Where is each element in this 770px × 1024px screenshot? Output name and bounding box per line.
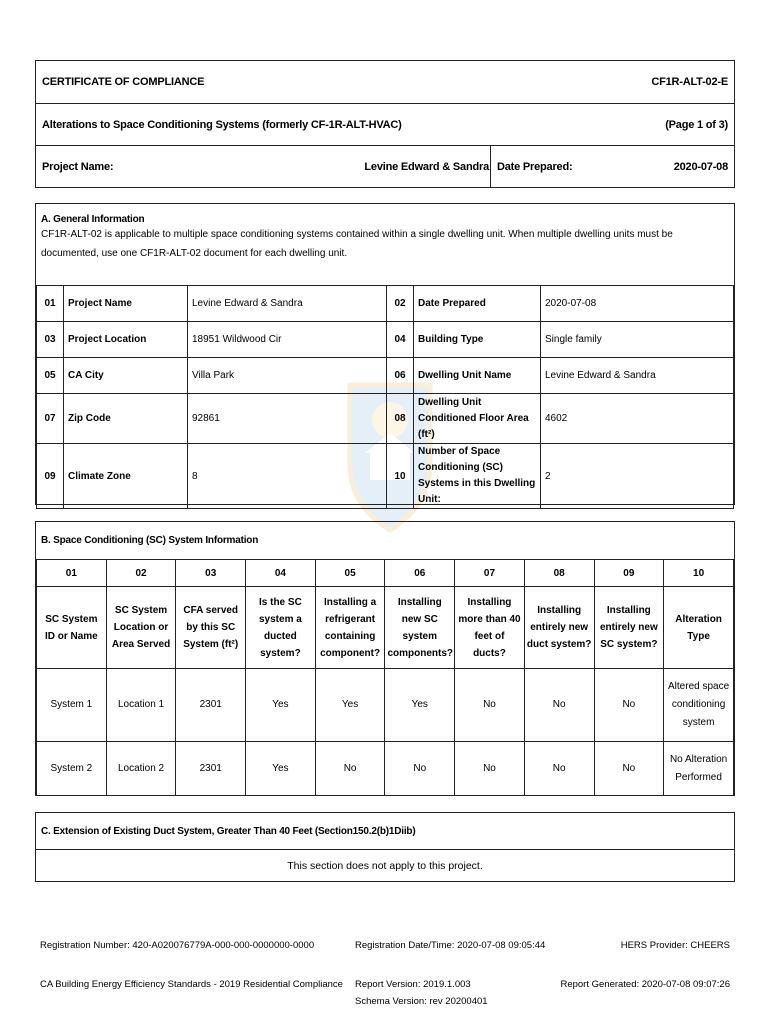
sc-system-cell: No [524, 742, 594, 796]
column-number: 03 [176, 560, 246, 587]
field-label: Dwelling Unit Name [414, 358, 541, 394]
hers-provider: HERS Provider: CHEERS [620, 940, 730, 951]
column-number: 06 [385, 560, 455, 587]
report-version: Report Version: 2019.1.003 [355, 979, 471, 990]
general-info-row [37, 286, 734, 322]
schema-version: Schema Version: rev 20200401 [355, 996, 488, 1007]
section-a-general-information [35, 203, 735, 505]
form-id: CF1R-ALT-02-E [651, 76, 728, 88]
field-value: 2020-07-08 [541, 286, 734, 322]
column-number: 07 [455, 560, 525, 587]
standards-label: CA Building Energy Efficiency Standards - 2019 Residential Compliance [40, 979, 343, 990]
general-info-row [37, 394, 734, 444]
field-value: 2 [541, 444, 734, 509]
sc-system-cell: No [455, 669, 525, 742]
field-number: 06 [387, 358, 414, 394]
field-label: Building Type [414, 322, 541, 358]
column-header: Installing more than 40 feet of ducts? [455, 587, 525, 669]
sc-system-cell: No [315, 742, 385, 796]
section-b-sc-system-information [35, 521, 735, 796]
certificate-title: CERTIFICATE OF COMPLIANCE [42, 76, 205, 88]
sc-system-row [37, 669, 734, 742]
column-number: 05 [315, 560, 385, 587]
sc-system-cell: Yes [385, 669, 455, 742]
field-label: Number of Space Conditioning (SC) Systems in this Dwelling Unit: [414, 444, 541, 509]
column-header: SC System Location or Area Served [106, 587, 176, 669]
column-number: 01 [37, 560, 107, 587]
column-header: SC System ID or Name [37, 587, 107, 669]
sc-system-row [37, 742, 734, 796]
section-c-title: C. Extension of Existing Duct System, Greater Than 40 Feet (Section150.2(b)1Diib) [41, 825, 416, 837]
section-c-note: This section does not apply to this project. [287, 860, 483, 872]
date-prepared-label: Date Prepared: [497, 160, 573, 173]
general-information-table [36, 285, 734, 509]
column-header: Is the SC system a ducted system? [246, 587, 316, 669]
field-label: Date Prepared [414, 286, 541, 322]
sc-system-cell: System 2 [37, 742, 107, 796]
section-b-title: B. Space Conditioning (SC) System Information [41, 535, 259, 546]
project-name-value: Levine Edward & Sandra [364, 160, 489, 173]
sc-system-cell: No [385, 742, 455, 796]
column-header-row [37, 587, 734, 669]
section-c-duct-extension [35, 812, 735, 882]
field-label: Zip Code [64, 394, 188, 444]
sc-system-cell: Yes [246, 669, 316, 742]
field-number: 04 [387, 322, 414, 358]
field-number: 01 [37, 286, 64, 322]
field-label: Project Location [64, 322, 188, 358]
field-number: 07 [37, 394, 64, 444]
section-a-title: A. General Information [41, 214, 145, 225]
sc-system-cell: No [524, 669, 594, 742]
field-number: 02 [387, 286, 414, 322]
registration-number: Registration Number: 420-A020076779A-000-000-0000000-0000 [40, 940, 315, 951]
form-subtitle: Alterations to Space Conditioning Systems (formerly CF-1R-ALT-HVAC) [42, 118, 402, 131]
column-number: 02 [106, 560, 176, 587]
section-a-note: CF1R-ALT-02 is applicable to multiple space conditioning systems contained within a single dwelling unit. When multiple dwelling units must be documented, use one CF1R-ALT-02 document for each dwelling unit. [41, 229, 673, 259]
field-label: Climate Zone [64, 444, 188, 509]
column-header: Installing entirely new duct system? [524, 587, 594, 669]
column-number: 09 [594, 560, 664, 587]
sc-system-cell: No [455, 742, 525, 796]
field-value: Single family [541, 322, 734, 358]
field-label: CA City [64, 358, 188, 394]
column-number: 10 [664, 560, 734, 587]
sc-system-cell: No [594, 669, 664, 742]
field-value: Levine Edward & Sandra [541, 358, 734, 394]
sc-system-cell: 2301 [176, 669, 246, 742]
general-info-row [37, 358, 734, 394]
report-generated: Report Generated: 2020-07-08 09:07:26 [560, 979, 730, 990]
sc-system-cell: Location 1 [106, 669, 176, 742]
sc-system-cell: Yes [315, 669, 385, 742]
field-number: 03 [37, 322, 64, 358]
sc-system-cell: Yes [246, 742, 316, 796]
column-header: Installing new SC system components? [385, 587, 455, 669]
field-number: 05 [37, 358, 64, 394]
project-name-label: Project Name: [42, 160, 114, 173]
field-value: 8 [188, 444, 387, 509]
column-header: CFA served by this SC System (ft²) [176, 587, 246, 669]
sc-system-cell: Location 2 [106, 742, 176, 796]
field-value: 92861 [188, 394, 387, 444]
column-header: Alteration Type [664, 587, 734, 669]
field-number: 10 [387, 444, 414, 509]
field-number: 09 [37, 444, 64, 509]
column-header: Installing entirely new SC system? [594, 587, 664, 669]
column-number: 04 [246, 560, 316, 587]
page-number: (Page 1 of 3) [665, 118, 728, 131]
date-prepared-value: 2020-07-08 [673, 160, 728, 173]
field-value: 4602 [541, 394, 734, 444]
column-number: 08 [524, 560, 594, 587]
sc-system-cell: No [594, 742, 664, 796]
sc-system-cell: 2301 [176, 742, 246, 796]
field-label: Project Name [64, 286, 188, 322]
sc-system-cell: Altered space conditioning system [664, 669, 734, 742]
general-info-row [37, 444, 734, 509]
field-value: 18951 Wildwood Cir [188, 322, 387, 358]
column-header: Installing a refrigerant containing component? [315, 587, 385, 669]
general-info-row [37, 322, 734, 358]
field-value: Levine Edward & Sandra [188, 286, 387, 322]
header-box [35, 60, 735, 188]
sc-system-cell: No Alteration Performed [664, 742, 734, 796]
registration-datetime: Registration Date/Time: 2020-07-08 09:05:44 [355, 940, 546, 951]
field-value: Villa Park [188, 358, 387, 394]
column-number-row [37, 560, 734, 587]
field-number: 08 [387, 394, 414, 444]
sc-system-cell: System 1 [37, 669, 107, 742]
field-label: Dwelling Unit Conditioned Floor Area (ft²) [414, 394, 541, 444]
sc-system-table [36, 559, 734, 796]
